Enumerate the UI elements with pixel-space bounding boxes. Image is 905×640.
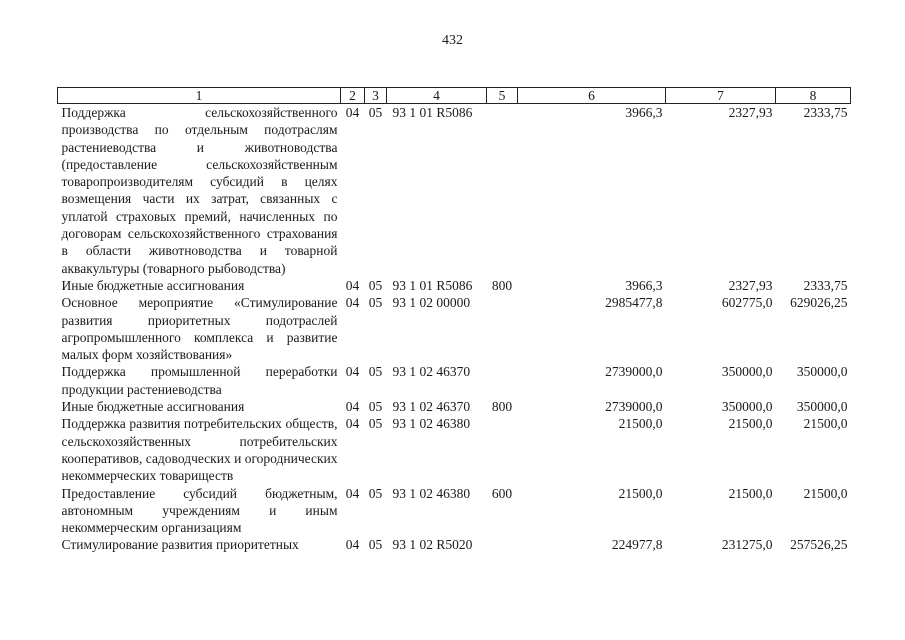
- target-article-code: 93 1 01 R5086: [392, 277, 473, 293]
- subsection-code: 05: [368, 485, 383, 501]
- column-header: 4: [387, 88, 487, 104]
- table-row: [58, 277, 851, 294]
- amount-col-6: 2739000,0: [605, 399, 663, 415]
- subsection-code: 05: [368, 364, 383, 380]
- section-code: 04: [345, 364, 360, 380]
- table-row: [58, 415, 851, 484]
- expense-type-code: 800: [491, 277, 513, 293]
- target-article-code: 93 1 01 R5086: [392, 105, 473, 120]
- amount-col-6: 2739000,0: [605, 364, 663, 380]
- amount-col-7: 21500,0: [728, 416, 773, 432]
- row-name: Предоставление субсидий бюджетным, автономным учреждениям и иным некоммерческим организациям: [61, 485, 338, 536]
- row-name: Основное мероприятие «Стимулирование развития приоритетных подотраслей агропромышленного комплекса и развитие малых форм хозяйствования»: [61, 295, 338, 363]
- amount-col-7: 2327,93: [728, 277, 773, 293]
- target-article-code: 93 1 02 R5020: [392, 537, 473, 553]
- column-header: 5: [487, 88, 518, 104]
- subsection-code: 05: [368, 277, 383, 293]
- amount-col-7: 21500,0: [728, 485, 773, 501]
- target-article-code: 93 1 02 00000: [392, 295, 471, 311]
- amount-col-8: 350000,0: [796, 364, 848, 380]
- section-code: 04: [345, 277, 360, 293]
- section-code: 04: [345, 295, 360, 311]
- expense-type-code: [487, 104, 518, 277]
- row-name: Поддержка развития потребительских обществ, сельскохозяйственных потребительских кооперативов, садоводческих и огороднических некоммерческих товариществ: [61, 416, 338, 484]
- target-article-code: 93 1 02 46380: [392, 416, 471, 432]
- row-name: Иные бюджетные ассигнования: [61, 399, 245, 415]
- column-header: 2: [341, 88, 365, 104]
- amount-col-8: 257526,25: [790, 537, 848, 553]
- table-row: [58, 398, 851, 415]
- amount-col-7: 350000,0: [721, 399, 773, 415]
- amount-col-8: 350000,0: [796, 399, 848, 415]
- target-article-code: 93 1 02 46380: [392, 485, 471, 501]
- expense-type-code: [487, 536, 518, 553]
- row-name: Стимулирование развития приоритетных: [61, 537, 299, 553]
- table-row: [58, 363, 851, 398]
- header-row: [58, 88, 851, 104]
- subsection-code: 05: [368, 105, 383, 120]
- table-row: [58, 536, 851, 553]
- column-header: 1: [58, 88, 341, 104]
- expense-type-code: [487, 363, 518, 398]
- table-row: [58, 294, 851, 363]
- amount-col-8: 2333,75: [803, 277, 848, 293]
- amount-col-8: 2333,75: [803, 105, 848, 120]
- expense-type-code: 600: [491, 485, 513, 501]
- table-row: [58, 485, 851, 537]
- budget-table: [57, 87, 851, 554]
- amount-col-6: 3966,3: [625, 105, 663, 120]
- section-code: 04: [345, 485, 360, 501]
- amount-col-7: 231275,0: [721, 537, 773, 553]
- column-header: 7: [666, 88, 776, 104]
- amount-col-7: 2327,93: [728, 105, 773, 120]
- column-header: 8: [776, 88, 851, 104]
- row-name: Иные бюджетные ассигнования: [61, 277, 245, 293]
- section-code: 04: [345, 105, 360, 120]
- section-code: 04: [345, 399, 360, 415]
- section-code: 04: [345, 537, 360, 553]
- amount-col-6: 21500,0: [618, 485, 663, 501]
- subsection-code: 05: [368, 416, 383, 432]
- subsection-code: 05: [368, 537, 383, 553]
- column-header: 3: [365, 88, 387, 104]
- expense-type-code: [487, 294, 518, 363]
- amount-col-8: 21500,0: [803, 416, 848, 432]
- amount-col-7: 350000,0: [721, 364, 773, 380]
- amount-col-8: 21500,0: [803, 485, 848, 501]
- page-number: 432: [442, 33, 463, 48]
- amount-col-7: 602775,0: [721, 295, 773, 311]
- expense-type-code: [487, 415, 518, 484]
- subsection-code: 05: [368, 295, 383, 311]
- expense-type-code: 800: [491, 399, 513, 415]
- amount-col-8: 629026,25: [790, 295, 848, 311]
- amount-col-6: 21500,0: [618, 416, 663, 432]
- amount-col-6: 2985477,8: [605, 295, 663, 311]
- amount-col-6: 224977,8: [611, 537, 663, 553]
- amount-col-6: 3966,3: [625, 277, 663, 293]
- target-article-code: 93 1 02 46370: [392, 399, 471, 415]
- subsection-code: 05: [368, 399, 383, 415]
- section-code: 04: [345, 416, 360, 432]
- column-header: 6: [518, 88, 666, 104]
- row-name: Поддержка сельскохозяйственного производства по отдельным подотраслям растениеводства и животноводства (предоставление сельскохозяйственным товаропроизводителям субсидий в целях возмещения части их затрат, связанных с уплатой страховых премий, начисленных по договорам сельскохозяйственного страхования в области животноводства и товарной аквакультуры (товарного рыбоводства): [61, 105, 338, 276]
- row-name: Поддержка промышленной переработки продукции растениеводства: [61, 364, 338, 397]
- target-article-code: 93 1 02 46370: [392, 364, 471, 380]
- table-row: [58, 104, 851, 277]
